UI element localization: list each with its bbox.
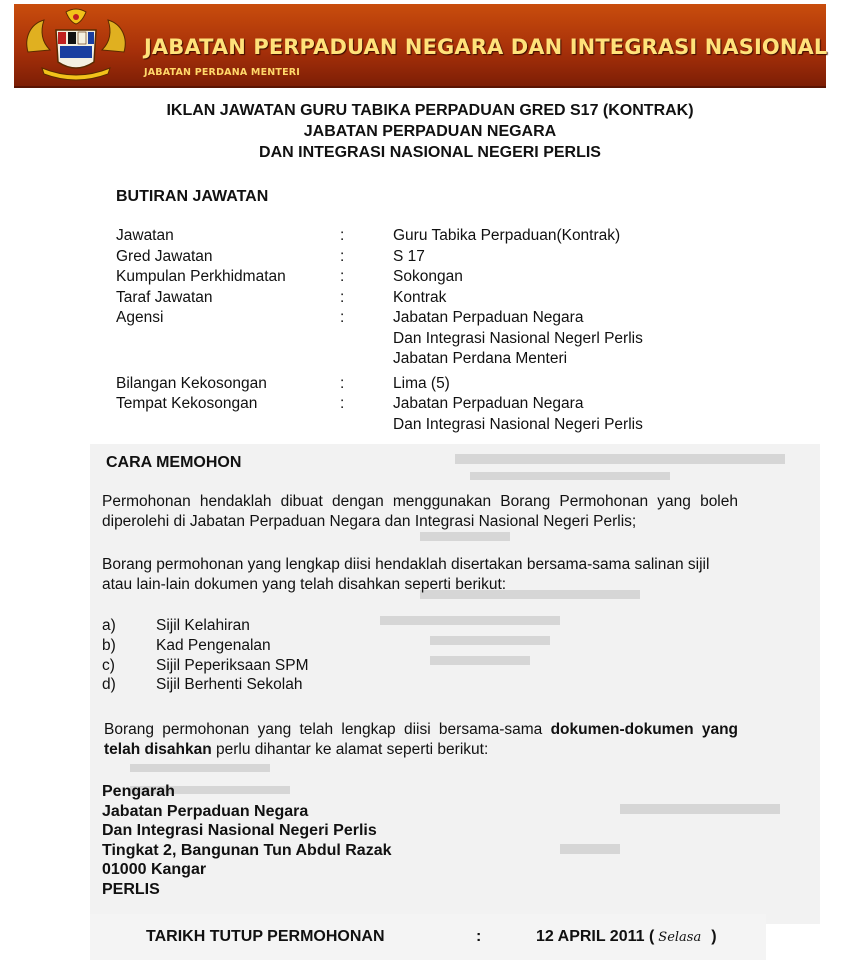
coat-of-arms-icon [22,8,130,82]
list-letter: d) [102,676,116,694]
detail-row [116,247,736,268]
detail-colon: : [340,247,345,265]
application-paragraph: Permohonan hendaklah dibuat dengan menggunakan Borang Permohonan yang boleh diperolehi di Jabatan Perpaduan Negara dan Integrasi Nasional Negeri Perlis; [102,493,738,530]
list-item [102,656,602,676]
address-line: Jabatan Perpaduan Negara [102,802,309,820]
list-item [102,636,602,656]
cara-memohon-heading: CARA MEMOHON [106,454,242,471]
address-line: Pengarah [102,783,175,800]
detail-label: Tempat Kekosongan [116,395,258,412]
detail-value-line: Dan Integrasi Nasional Negerl Perlis [393,329,643,347]
butiran-heading: BUTIRAN JAWATAN [116,188,269,205]
list-item [102,675,602,695]
detail-label: Gred Jawatan [116,247,213,265]
closing-date-label: TARIKH TUTUP PERMOHONAN [146,928,385,945]
detail-value-line: Jabatan Perpaduan Negara [393,395,584,412]
detail-row [116,226,736,247]
documents-intro-paragraph: Borang permohonan yang lengkap diisi hendaklah disertakan bersama-sama salinan sijil atau lain-lain dokumen yang telah disahkan seperti berikut: [102,556,710,593]
detail-value [393,374,736,395]
banner-title: JABATAN PERPADUAN NEGARA DAN INTEGRASI NASIONAL [144,35,828,59]
closing-date [536,928,717,946]
list-letter: b) [102,636,116,654]
mailing-address [102,782,392,899]
submission-text-bold: dokumen-dokumen yang telah disahkan [104,721,739,758]
address-line: Dan Integrasi Nasional Negeri Perlis [102,822,377,839]
list-text: Sijil Berhenti Sekolah [156,676,303,694]
list-item [102,616,602,636]
address-line: Tingkat 2, Bangunan Tun Abdul Razak [102,841,392,859]
detail-label: Jawatan [116,227,174,244]
document-title [110,100,750,163]
header-banner [14,4,826,88]
detail-row [116,308,736,370]
detail-value [393,288,736,309]
detail-label: Bilangan Kekosongan [116,374,267,392]
detail-row [116,267,736,288]
detail-value-line: S 17 [393,247,425,265]
detail-value-line: Jabatan Perdana Menteri [393,350,568,367]
detail-value-line: Dan Integrasi Nasional Negeri Perlis [393,415,643,433]
title-line: IKLAN JAWATAN GURU TABIKA PERPADUAN GRED S17 (KONTRAK) [166,102,694,119]
detail-colon: : [340,374,345,392]
submission-paragraph [104,720,738,759]
detail-value [393,308,736,370]
detail-label: Kumpulan Perkhidmatan [116,268,286,285]
list-text: Sijil Kelahiran [156,617,250,634]
list-letter: a) [102,617,116,634]
address-line: PERLIS [102,880,160,898]
banner-subtitle: JABATAN PERDANA MENTERI [144,67,301,78]
submission-text-start: Borang permohonan yang telah lengkap diisi bersama-sama [104,721,551,738]
detail-colon: : [340,395,345,412]
list-text: Kad Pengenalan [156,636,271,654]
title-line: DAN INTEGRASI NASIONAL NEGERI PERLIS [259,144,601,161]
detail-value [393,226,736,247]
required-documents-list [102,616,602,695]
detail-value [393,247,736,268]
detail-colon: : [340,268,345,285]
job-details-table [116,226,736,435]
detail-value-line: Sokongan [393,268,463,285]
detail-value-line: Lima (5) [393,374,450,392]
closing-close-paren: ) [711,928,717,945]
detail-value-line: Kontrak [393,288,447,306]
title-line: JABATAN PERPADUAN NEGARA [303,123,557,140]
detail-colon: : [340,227,345,244]
detail-value-line: Guru Tabika Perpaduan(Kontrak) [393,227,621,244]
closing-day-handwritten: Selasa [658,930,702,945]
closing-colon: : [476,928,482,945]
detail-label: Agensi [116,309,164,326]
detail-colon: : [340,309,345,326]
submission-text-end: perlu dihantar ke alamat seperti berikut: [211,740,489,758]
list-letter: c) [102,656,115,674]
detail-value-line: Jabatan Perpaduan Negara [393,309,584,326]
detail-label: Taraf Jawatan [116,288,213,306]
detail-row [116,394,736,435]
detail-value [393,267,736,288]
detail-value [393,394,736,435]
list-text: Sijil Peperiksaan SPM [156,656,309,674]
closing-date-value: 12 APRIL 2011 ( [536,928,655,945]
address-line: 01000 Kangar [102,861,207,878]
detail-row [116,288,736,309]
detail-colon: : [340,288,345,306]
detail-row [116,374,736,395]
